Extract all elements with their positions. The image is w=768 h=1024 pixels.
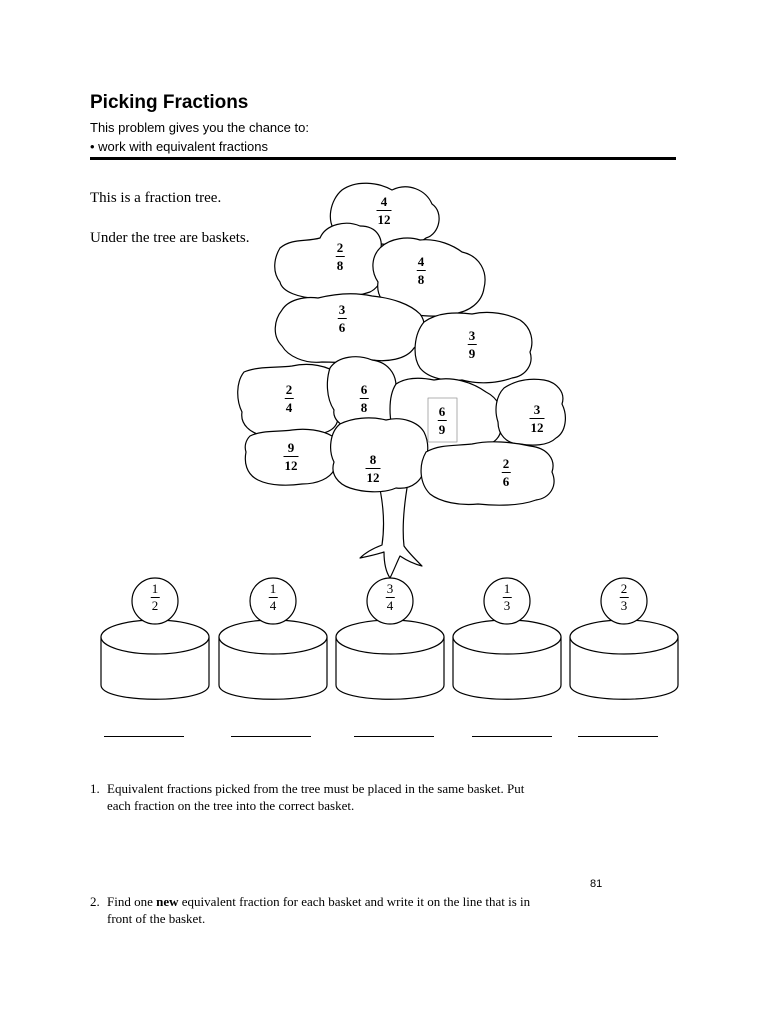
question-1-line-2: each fraction on the tree into the correct basket. [107,798,355,813]
question-2 [90,893,630,927]
page-title: Picking Fractions [90,92,249,113]
tree-trunk [360,480,422,578]
answer-line[interactable] [231,736,311,737]
basket-fraction: 2 3 [620,581,628,613]
answer-line[interactable] [578,736,658,737]
intro-line-2: Under the tree are baskets. [90,230,250,246]
basket-fraction: 1 3 [503,581,511,613]
tree-fraction: 8 12 [366,452,380,485]
question-2-line-2: front of the basket. [107,911,206,926]
basket-fraction: 1 2 [151,581,159,613]
answer-line[interactable] [104,736,184,737]
question-2-number: 2. [90,894,100,909]
tree-fraction: 3 6 [338,302,346,335]
tree-fraction: 2 8 [336,240,344,273]
question-2-line-1: Find one new equivalent fraction for each basket and write it on the line that is in [107,894,531,909]
tree-fraction: 9 12 [284,440,298,473]
question-1-line-1: Equivalent fractions picked from the tree must be placed in the same basket. Put [107,781,525,796]
subtitle: This problem gives you the chance to: [90,120,309,135]
goal-bullet: • work with equivalent fractions [90,139,268,154]
tree-fraction: 3 9 [468,328,476,361]
tree-fraction: 2 6 [502,456,510,489]
answer-line[interactable] [472,736,552,737]
leaf-2-6 [421,442,554,505]
intro-line-1: This is a fraction tree. [90,190,222,206]
tree-fraction: 6 9 [438,404,446,437]
page-number: 81 [590,878,603,890]
tree-fraction: 2 4 [285,382,293,415]
tree-fraction: 3 12 [530,402,544,435]
leaf-3-6 [275,294,424,363]
question-1-number: 1. [90,781,100,796]
leaf-2-8 [275,223,384,298]
tree-fraction: 6 8 [360,382,368,415]
answer-line[interactable] [354,736,434,737]
tree-fraction: 4 8 [417,254,425,287]
basket-fraction: 3 4 [386,581,394,613]
tree-fraction: 4 12 [377,194,391,227]
basket-fraction: 1 4 [269,581,277,613]
question-1 [90,780,630,814]
